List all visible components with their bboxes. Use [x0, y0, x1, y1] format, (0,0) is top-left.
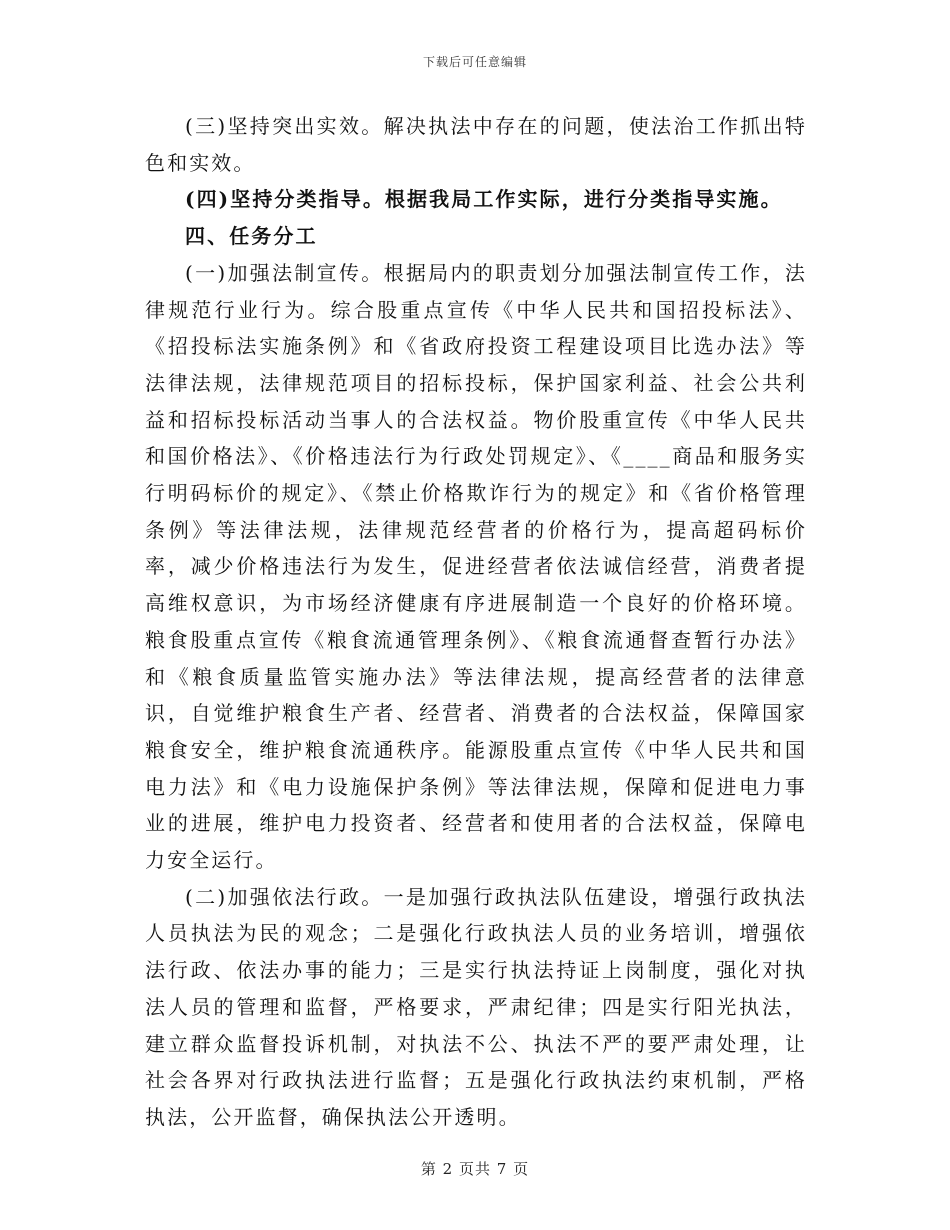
page-header: 下载后可任意编辑: [422, 55, 527, 69]
paragraph-principle-4: (四)坚持分类指导。根据我局工作实际，进行分类指导实施。: [185, 187, 783, 212]
section-heading-task-division: 四、任务分工: [185, 224, 318, 249]
paragraph-lawful-administration: (二)加强依法行政。一是加强行政执法队伍建设，增强行政执法人员执法为民的观念；二是强化行政执法人员的业务培训，增强依法行政、依法办事的能力；三是实行执法持证上岗制度，强化对执法人员的管理和监督，严格要求，严肃纪律；四是实行阳光执法，建立群众监督投诉机制，对执法不公、执法不严的要严肃处理，让社会各界对行政执法进行监督；五是强化行政执法约束机制，严格执法，公开监督，确保执法公开透明。: [145, 884, 807, 1129]
page-footer: 第 2 页共 7 页: [420, 1160, 530, 1178]
document-body: [145, 108, 807, 1136]
paragraph-legal-publicity: (一)加强法制宣传。根据局内的职责划分加强法制宣传工作，法律规范行业行为。综合股重点宣传《中华人民共和国招投标法》、《招投标法实施条例》和《省政府投资工程建设项目比选办法》等法律法规，法律规范项目的招标投标，保护国家利益、社会公共利益和招标投标活动当事人的合法权益。物价股重宣传《中华人民共和国价格法》、《价格违法行为行政处罚规定》、《____商品和服务实行明码标价的规定》、《禁止价格欺诈行为的规定》和《省价格管理条例》等法律法规，法律规范经营者的价格行为，提高超码标价率，减少价格违法行为发生，促进经营者依法诚信经营，消费者提高维权意识，为市场经济健康有序进展制造一个良好的价格环境。粮食股重点宣传《粮食流通管理条例》、《粮食流通督查暂行办法》和《粮食质量监管实施办法》等法律法规，提高经营者的法律意识，自觉维护粮食生产者、经营者、消费者的合法权益，保障国家粮食安全，维护粮食流通秩序。能源股重点宣传《中华人民共和国电力法》和《电力设施保护条例》等法律法规，保障和促进电力事业的进展，维护电力投资者、经营者和使用者的合法权益，保障电力安全运行。: [145, 260, 807, 873]
paragraph-principle-3: (三)坚持突出实效。解决执法中存在的问题，使法治工作抓出特色和实效。: [145, 114, 807, 175]
